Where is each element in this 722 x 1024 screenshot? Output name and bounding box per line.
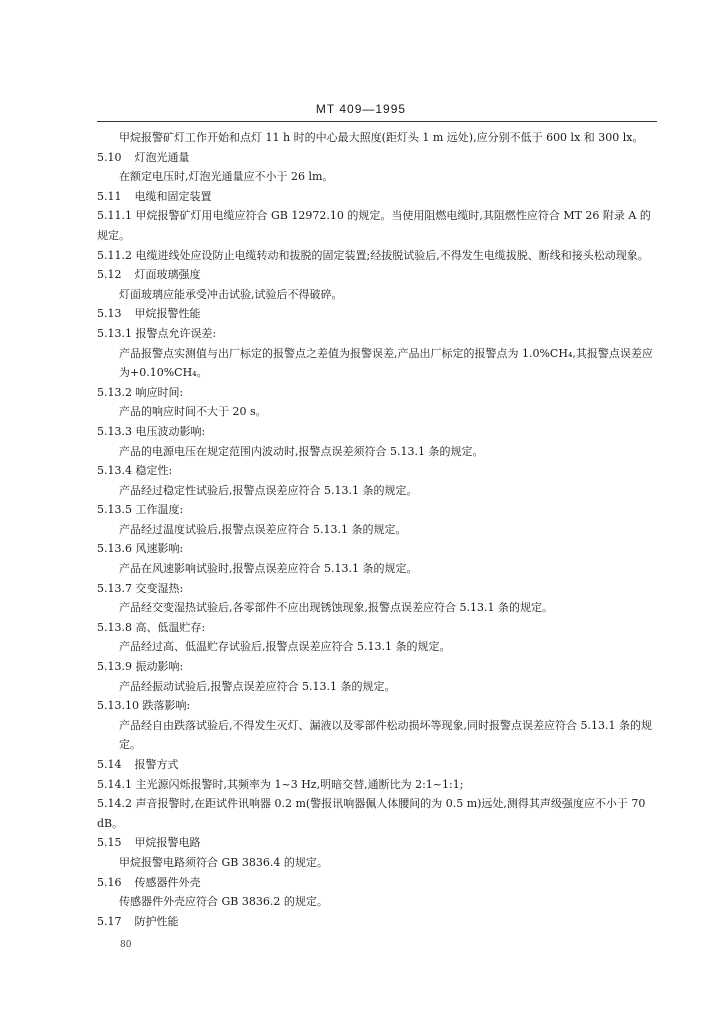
section-title: 工作温度:	[135, 503, 184, 517]
clause-number: 5.11.1	[97, 209, 132, 223]
section-number: 5.13.1	[97, 326, 132, 340]
section-title: 电压波动影响:	[135, 424, 206, 438]
section-title: 电缆和固定装置	[134, 189, 212, 203]
section-heading	[97, 148, 660, 168]
section-number: 5.14	[97, 758, 122, 771]
section-title: 灯面玻璃强度	[134, 268, 201, 282]
clause	[97, 794, 660, 833]
section-number: 5.13.5	[97, 503, 132, 517]
section-heading	[97, 833, 660, 853]
paragraph-text: 产品经过高、低温贮存试验后,报警点误差应符合 5.13.1 条的规定。	[119, 640, 451, 654]
clause-number: 5.14.2	[97, 797, 132, 811]
clause	[97, 206, 660, 245]
section-heading	[97, 304, 660, 324]
section-heading	[97, 579, 660, 599]
standard-header: MT 409—1995	[315, 102, 407, 116]
section-title: 防护性能	[134, 914, 179, 928]
section-heading	[97, 696, 660, 716]
section-heading	[97, 461, 660, 481]
clause	[97, 246, 660, 266]
paragraph-text: 灯面玻璃应能承受冲击试验,试验后不得破碎。	[119, 287, 343, 301]
paragraph-text: 产品在风速影响试验时,报警点误差应符合 5.13.1 条的规定。	[119, 562, 418, 576]
paragraph-text: 在额定电压时,灯泡光通量应不小于 26 lm。	[119, 170, 334, 184]
clause-text: 甲烷报警矿灯用电缆应符合 GB 12972.10 的规定。当使用阻燃电缆时,其阻燃性应符合 MT 26 附录 A 的规定。	[97, 209, 651, 242]
section-title: 报警点允许误差:	[135, 326, 217, 340]
section-title: 交变湿热:	[135, 581, 184, 595]
section-heading	[97, 539, 660, 559]
section-heading	[97, 383, 660, 403]
section-heading	[97, 324, 660, 344]
paragraph-text: 甲烷报警电路须符合 GB 3836.4 的规定。	[119, 855, 328, 869]
section-title: 灯泡光通量	[134, 150, 190, 164]
section-heading	[97, 873, 660, 893]
section-number: 5.15	[97, 836, 122, 850]
document-body	[97, 128, 660, 931]
section-title: 报警方式	[134, 758, 179, 771]
clause-text: 声音报警时,在距试件讯响器 0.2 m(警报讯响器佩人体腰间的为 0.5 m)远处,测得其声级强度应不小于 70 dB。	[97, 797, 646, 830]
paragraph-text: 产品经过稳定性试验后,报警点误差应符合 5.13.1 条的规定。	[119, 483, 418, 497]
section-heading	[97, 912, 660, 932]
section-title: 响应时间:	[135, 385, 184, 399]
section-number: 5.13.8	[97, 620, 132, 634]
clause	[97, 775, 660, 795]
section-number: 5.17	[97, 914, 122, 928]
section-title: 甲烷报警性能	[134, 307, 201, 321]
section-number: 5.13.7	[97, 581, 132, 595]
section-title: 传感器件外壳	[134, 875, 201, 889]
section-number: 5.16	[97, 875, 122, 889]
clause-number: 5.11.2	[97, 248, 132, 262]
section-number: 5.13.10	[97, 699, 139, 713]
section-heading	[97, 755, 660, 775]
section-number: 5.13	[97, 307, 122, 321]
section-number: 5.10	[97, 150, 122, 164]
clause-text: 主光源闪烁报警时,其频率为 1~3 Hz,明暗交替,通断比为 2:1~1:1;	[135, 777, 464, 791]
paragraph-text: 产品经自由跌落试验后,不得发生灭灯、漏液以及零部件松动损坏等现象,同时报警点误差应符合 5.13.1 条的规定。	[119, 718, 652, 752]
section-number: 5.13.6	[97, 542, 132, 556]
section-number: 5.11	[97, 189, 122, 203]
section-title: 高、低温贮存:	[135, 620, 206, 634]
page-number: 80	[120, 940, 132, 950]
section-number: 5.13.4	[97, 464, 132, 478]
section-number: 5.13.3	[97, 424, 132, 438]
section-heading	[97, 422, 660, 442]
section-number: 5.12	[97, 268, 122, 282]
paragraph-text: 甲烷报警矿灯工作开始和点灯 11 h 时的中心最大照度(距灯头 1 m 远处),应分别不低于 600 lx 和 300 lx。	[119, 131, 644, 144]
section-title: 风速影响:	[135, 542, 184, 556]
clause-number: 5.14.1	[97, 777, 132, 791]
header-rule	[97, 121, 657, 122]
section-number: 5.13.2	[97, 385, 132, 399]
section-title: 稳定性:	[135, 464, 173, 478]
section-title: 甲烷报警电路	[134, 836, 201, 850]
section-title: 振动影响:	[135, 660, 184, 674]
paragraph-text: 产品报警点实测值与出厂标定的报警点之差值为报警误差,产品出厂标定的报警点为 1.0%CH₄,其报警点误差应为+0.10%CH₄。	[119, 346, 653, 380]
paragraph-text: 产品经交变湿热试验后,各零部件不应出现锈蚀现象,报警点误差应符合 5.13.1 条的规定。	[119, 601, 553, 615]
section-number: 5.13.9	[97, 660, 132, 674]
clause-text: 电缆进线处应设防止电缆转动和拔脱的固定装置;经拔脱试验后,不得发生电缆拔脱、断线和接头松动现象。	[135, 248, 649, 262]
section-title: 跌落影响:	[142, 699, 191, 713]
paragraph-text: 产品的响应时间不大于 20 s。	[119, 405, 267, 419]
paragraph-text: 产品的电源电压在规定范围内波动时,报警点误差须符合 5.13.1 条的规定。	[119, 444, 484, 458]
paragraph-text: 产品经过温度试验后,报警点误差应符合 5.13.1 条的规定。	[119, 522, 407, 536]
section-heading	[97, 265, 660, 285]
section-heading	[97, 657, 660, 677]
section-heading	[97, 618, 660, 638]
section-heading	[97, 500, 660, 520]
section-heading	[97, 187, 660, 207]
paragraph-text: 产品经振动试验后,报警点误差应符合 5.13.1 条的规定。	[119, 679, 396, 693]
paragraph-text: 传感器件外壳应符合 GB 3836.2 的规定。	[119, 895, 328, 909]
